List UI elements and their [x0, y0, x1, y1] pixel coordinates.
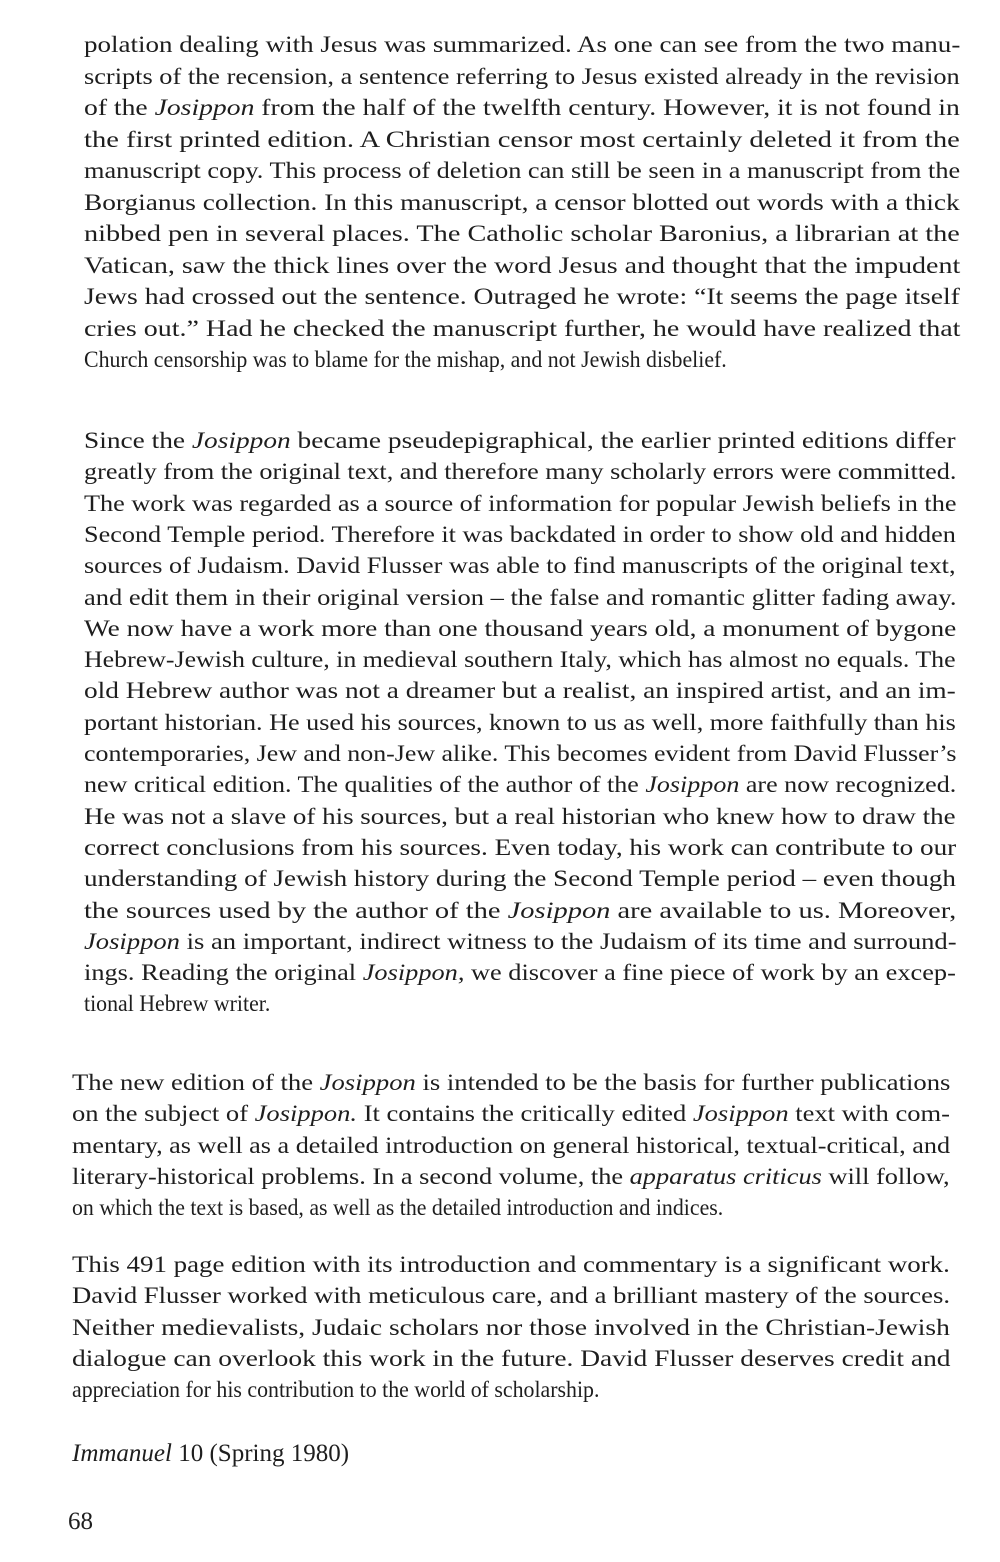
text-run: are available to us. Moreover, [610, 897, 957, 924]
text-run: from the half of the twelfth century. However, it is not found in [254, 95, 960, 121]
text-run: appreciation for his contribution to the world of scholarship. [72, 1377, 600, 1404]
text-run: polation dealing with Jesus was summarized. As one can see from the two manu- [84, 32, 961, 58]
text-run: David Flusser worked with meticulous care, and a brilliant mastery of the sources. [72, 1283, 950, 1310]
text-run: on which the text is based, as well as the detailed introduction and indices. [72, 1195, 724, 1222]
text-run: We now have a work more than one thousand years old, a monument of bygone [84, 615, 957, 642]
text-run: and edit them in their original version – the false and romantic glitter fading away. [84, 584, 957, 611]
text-line [84, 314, 960, 345]
text-run: will follow, [821, 1163, 950, 1190]
text-run: is an important, indirect witness to the Judaism of its time and surround- [179, 928, 957, 955]
italic-title: apparatus criticus [629, 1163, 822, 1190]
text-line [84, 345, 727, 376]
text-line [84, 30, 960, 61]
text-run: Hebrew-Jewish culture, in medieval southern Italy, which has almost no equals. The [84, 647, 956, 674]
text-run: new critical edition. The qualities of the author of the [84, 772, 646, 799]
text-line [84, 896, 956, 927]
text-run: dialogue can overlook this work in the future. David Flusser deserves credit and [72, 1345, 951, 1372]
text-line [84, 489, 957, 520]
text-line [72, 1375, 599, 1406]
text-run: greatly from the original text, and therefore many scholarly errors were committed. [84, 459, 957, 486]
text-run: the sources used by the author of the [84, 897, 508, 924]
text-line [72, 1131, 950, 1162]
text-run: tional Hebrew writer. [84, 991, 271, 1018]
text-line [72, 1344, 951, 1375]
text-run: became pseudepigraphical, the earlier printed editions differ [290, 428, 956, 454]
text-run: manuscript copy. This process of deletion can still be seen in a manuscript from the [84, 158, 961, 184]
text-line [84, 251, 960, 282]
text-line [84, 219, 960, 250]
text-run: Since the [84, 428, 192, 454]
text-run: Vatican, saw the thick lines over the word Jesus and thought that the impudent [84, 252, 961, 279]
text-line [72, 1068, 950, 1099]
text-line [84, 833, 956, 864]
text-run: He was not a slave of his sources, but a real historian who knew how to draw the [84, 803, 956, 830]
text-run: The work was regarded as a source of information for popular Jewish beliefs in the [84, 490, 957, 517]
text-run: old Hebrew author was not a dreamer but a realist, an inspired artist, and an im- [84, 678, 956, 705]
journal-name: Immanuel [72, 1440, 172, 1467]
text-run: nibbed pen in several places. The Catholic scholar Baronius, a librarian at the [84, 221, 960, 247]
text-run: portant historian. He used his sources, known to us as well, more faithfully than his [84, 709, 956, 736]
text-line [84, 989, 270, 1020]
text-line [84, 770, 956, 801]
text-line [84, 676, 956, 707]
text-run: understanding of Jewish history during the Second Temple period – even though [84, 866, 956, 893]
text-run: Church censorship was to blame for the mishap, and not Jewish disbelief. [84, 347, 727, 373]
text-run: text with com- [788, 1101, 950, 1128]
text-line [84, 802, 956, 833]
source-citation [72, 1438, 349, 1469]
text-run: Neither medievalists, Judaic scholars nor those involved in the Christian-Jewish [72, 1314, 950, 1341]
text-run: scripts of the recension, a sentence referring to Jesus existed already in the revision [84, 63, 960, 90]
text-line [84, 927, 957, 958]
text-line [84, 520, 956, 551]
italic-title: Josippon, [362, 960, 465, 987]
text-line [72, 1281, 950, 1312]
text-run: It contains the critically edited [357, 1101, 693, 1128]
text-run: Borgianus collection. In this manuscript, a censor blotted out words with a thick [84, 189, 960, 216]
text-run: the first printed edition. A Christian censor most certainly deleted it from the [84, 126, 960, 153]
text-line [72, 1099, 950, 1130]
italic-title: Josippon [507, 897, 611, 924]
text-line [84, 739, 956, 770]
text-run: Second Temple period. Therefore it was backdated in order to show old and hidden [84, 521, 956, 548]
text-line [72, 1162, 950, 1193]
text-run: The new edition of the [72, 1070, 320, 1096]
text-line [72, 1250, 950, 1281]
text-run: literary-historical problems. In a second volume, the [72, 1163, 630, 1190]
italic-title: Josippon [154, 95, 255, 121]
text-line [84, 156, 960, 187]
text-line [84, 614, 956, 645]
text-run: ings. Reading the original [84, 960, 363, 987]
page-number: 68 [68, 1508, 93, 1535]
text-run: on the subject of [72, 1101, 255, 1128]
text-run: correct conclusions from his sources. Even today, his work can contribute to our [84, 834, 957, 861]
text-line [84, 551, 955, 582]
text-run: are now recognized. [739, 772, 957, 799]
text-run: This 491 page edition with its introduction and commentary is a significant work. [72, 1252, 950, 1278]
text-line [84, 62, 960, 93]
text-run: Jews had crossed out the sentence. Outraged he wrote: “It seems the page itself [84, 284, 960, 310]
italic-title: Josippon [191, 428, 291, 454]
text-line [84, 282, 960, 313]
text-run: we discover a fine piece of work by an excep- [464, 960, 956, 987]
italic-title: Josippon [645, 772, 740, 799]
text-run: is intended to be the basis for further publications [415, 1070, 951, 1096]
italic-title: Josippon [692, 1101, 789, 1128]
text-run: contemporaries, Jew and non-Jew alike. This becomes evident from David Flusser’s [84, 741, 957, 767]
italic-title: Josippon [319, 1070, 416, 1096]
text-line [84, 125, 960, 156]
text-run: of the [84, 95, 155, 121]
citation-issue: 10 (Spring 1980) [171, 1440, 350, 1467]
text-run: cries out.” Had he checked the manuscript further, he would have realized that [84, 315, 961, 342]
text-line [84, 708, 956, 739]
italic-title: Josippon [84, 928, 180, 955]
text-line [72, 1193, 723, 1224]
text-line [84, 583, 956, 614]
text-line [72, 1313, 950, 1344]
text-run: sources of Judaism. David Flusser was able to find manuscripts of the original text, [84, 553, 956, 580]
text-line [84, 188, 960, 219]
text-line [84, 958, 956, 989]
text-line [84, 457, 956, 488]
text-line [84, 645, 956, 676]
text-line [84, 426, 956, 457]
italic-title: Josippon. [254, 1101, 358, 1128]
text-line [84, 93, 960, 124]
text-line [84, 864, 956, 895]
text-run: mentary, as well as a detailed introduction on general historical, textual-critical, and [72, 1132, 951, 1159]
